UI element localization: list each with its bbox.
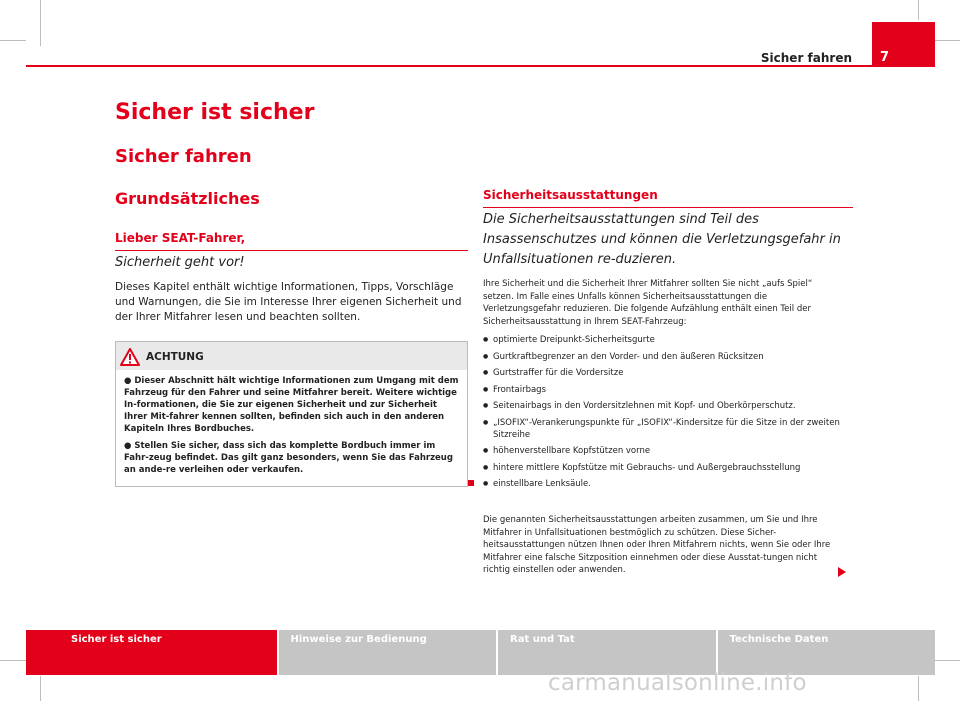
warning-item: ● Dieser Abschnitt hält wichtige Informationen zum Umgang mit dem Fahrzeug für den Fahrer und seine Mitfahrer bereit. Weitere wichtige In-formationen, die Sie zur eigenen Sicherheit und zur Sicherheit Ihrer Mit-fahrer kennen sollten, befinden sich auch in den anderen Kapiteln Ihres Bordbuches. [124,376,459,434]
warning-item: ● Stellen Sie sicher, dass sich das komplette Bordbuch immer im Fahr-zeug befindet. Das gilt ganz besonders, wenn Sie das Fahrzeug an ande-re verleihen oder verkaufen. [124,441,453,475]
list-item: ● Gurtstraffer für die Vordersitze [483,367,853,379]
warning-header [116,342,467,370]
crop-mark [0,660,26,661]
warning-triangle-icon [120,348,140,370]
right-lead: Die Sicherheitsausstattungen sind Teil des Insassenschutzes und können die Verletzungsgefahr in Unfallsituationen re-duzieren. [483,212,841,267]
right-intro: Ihre Sicherheit und die Sicherheit Ihrer Mitfahrer sollten Sie nicht „aufs Spiel“ setzen. Im Falle eines Unfalls können Sicherheitsausstattungen die Verletzungsgefahr reduzieren. Die folgende Aufzählung enthält einen Teil der Sicherheitsausstattung in Ihrem SEAT-Fahrzeug: [483,279,813,327]
warning-body [116,370,467,476]
tab-rat-und-tat[interactable]: Rat und Tat [498,630,718,675]
left-lead: Sicherheit geht vor! [115,255,245,270]
warning-title: ACHTUNG [146,351,204,363]
list-item: ● einstellbare Lenksäule. [483,478,853,490]
right-closing: Die genannten Sicherheitsausstattungen arbeiten zusammen, um Sie und Ihre Mitfahrer in Unfallsituationen bestmöglich zu schützen. Diese Sicher-heitsausstattungen nützen Ihnen oder Ihren Mitfahrern nichts, wenn Sie oder Ihre Mitfahrer eine falsche Sitzposition einnehmen oder diese Ausstat-tungen nicht richtig einstellen oder anwenden. [483,515,831,575]
tab-sicher-ist-sicher[interactable]: Sicher ist sicher [26,630,279,675]
left-subheading: Lieber SEAT-Fahrer, [115,231,468,251]
crop-mark [935,660,960,661]
book-title: Sicher ist sicher [115,100,315,125]
list-item: ● „ISOFIX“-Verankerungspunkte für „ISOFIX“-Kindersitze für die Sitze in der zweiten Sitzreihe [483,417,853,441]
page-number: 7 [872,22,935,67]
left-paragraph: Dieses Kapitel enthält wichtige Informationen, Tipps, Vorschläge und Warnungen, die Sie im Interesse Ihrer eigenen Sicherheit und der Ihrer Mitfahrer lesen und beachten sollten. [115,281,462,323]
tab-technische-daten[interactable]: Technische Daten [718,630,936,675]
crop-mark [935,40,960,41]
tab-hinweise-zur-bedienung[interactable]: Hinweise zur Bedienung [279,630,499,675]
watermark: carmanualsonline.info [548,670,807,696]
list-item: ● Seitenairbags in den Vordersitzlehnen mit Kopf- und Oberkörperschutz. [483,400,853,412]
running-title: Sicher fahren [760,51,852,65]
section-end-marker [468,480,474,486]
list-item: ● optimierte Dreipunkt-Sicherheitsgurte [483,334,853,346]
crop-mark [40,676,41,701]
list-item: ● Frontairbags [483,384,853,396]
chapter-title: Sicher fahren [115,146,252,167]
section-title: Grundsätzliches [115,189,260,208]
crop-mark [0,40,26,41]
crop-mark [918,676,919,701]
crop-mark [918,0,919,20]
chapter-tab-bar [26,630,935,675]
continue-arrow-icon [838,567,846,577]
safety-feature-list [483,334,853,495]
list-item: ● höhenverstellbare Kopfstützen vorne [483,445,853,457]
crop-mark [40,0,41,46]
warning-box [115,341,468,487]
header-rule [26,65,935,67]
list-item: ● Gurtkraftbegrenzer an den Vorder- und den äußeren Rücksitzen [483,351,853,363]
right-heading: Sicherheitsausstattungen [483,188,853,208]
list-item: ● hintere mittlere Kopfstütze mit Gebrauchs- und Außergebrauchsstellung [483,462,853,474]
